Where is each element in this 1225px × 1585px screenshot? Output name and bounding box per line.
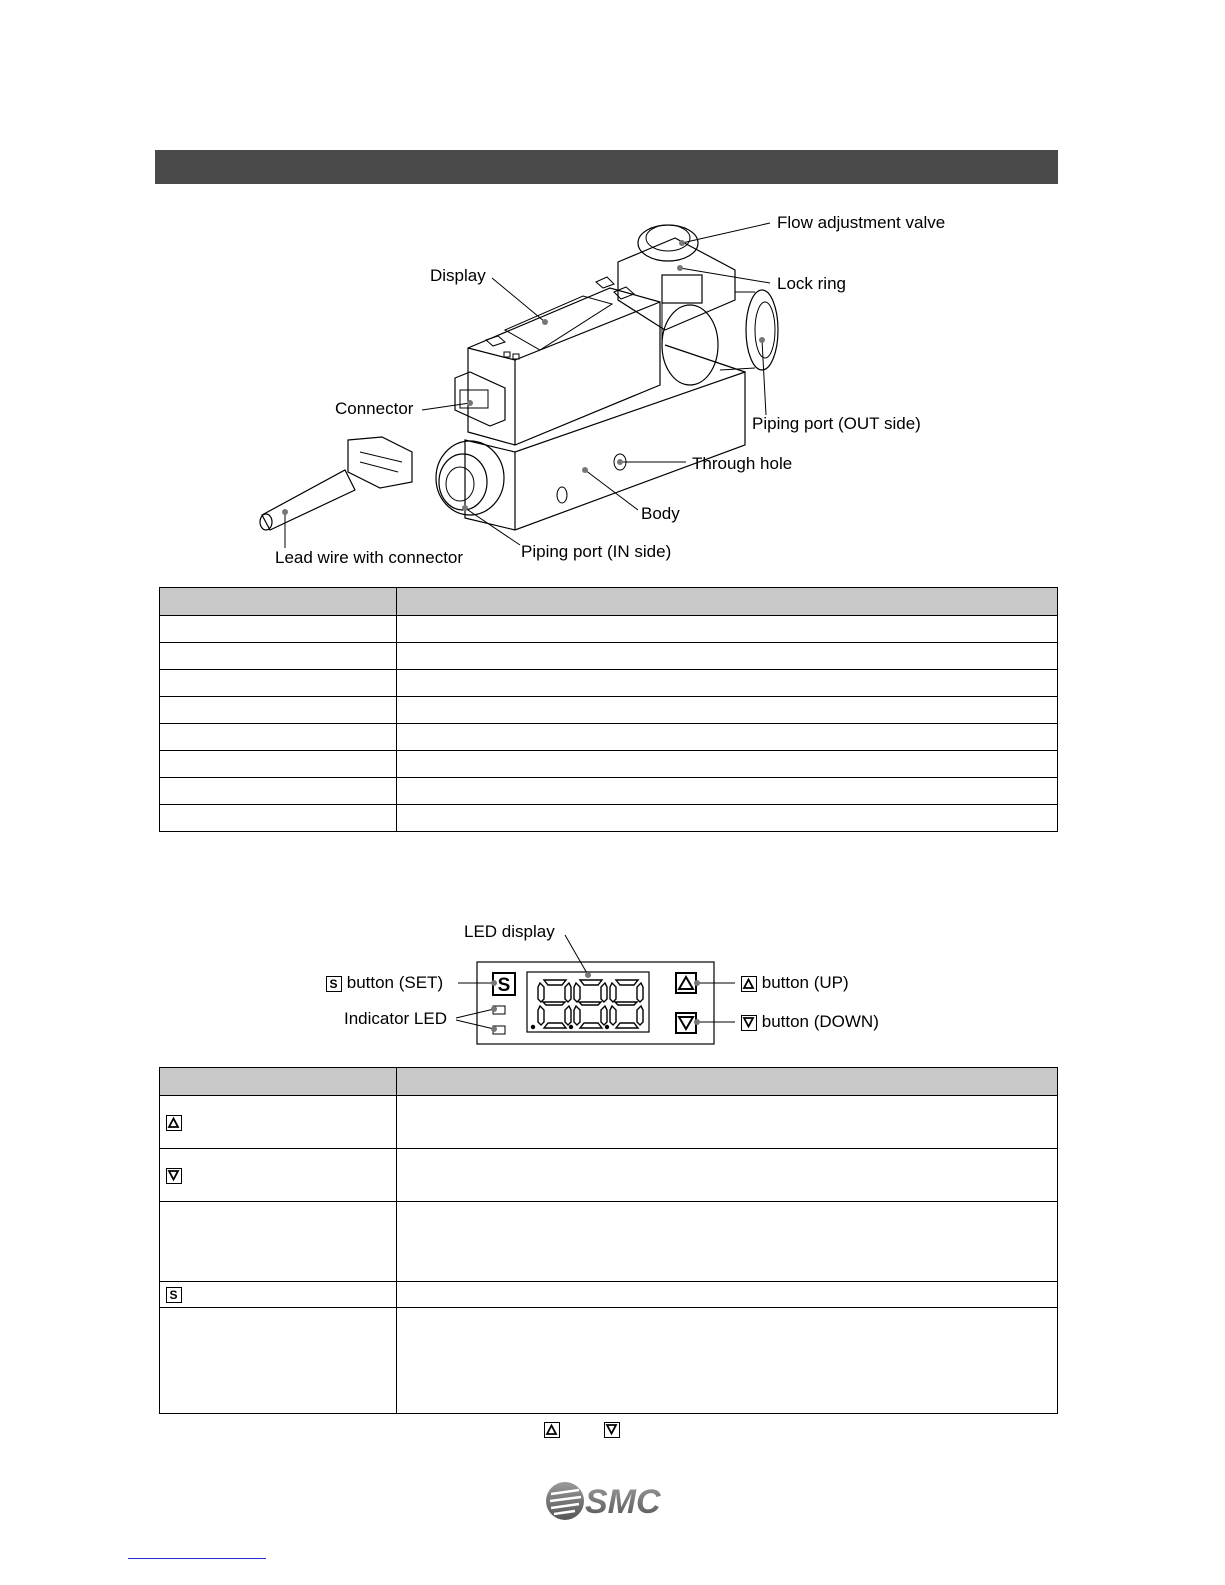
label-up-button: button (UP) [741,973,849,993]
table-header-cell [160,588,397,616]
table-row [160,697,1058,724]
display-leader-lines [440,930,750,1040]
label-indicator-led: Indicator LED [344,1009,447,1028]
s-key-icon [166,1287,182,1303]
button-function-table [159,1067,1058,1414]
s-key-icon [326,976,342,992]
table-header-row [160,1068,1058,1096]
table-row [160,670,1058,697]
parts-table [159,587,1058,832]
label-connector: Connector [335,399,414,418]
svg-text:S: S [329,976,338,990]
label-body: Body [641,504,680,523]
down-triangle-key-icon [166,1168,182,1184]
table-row [160,1096,1058,1149]
table-row [160,805,1058,832]
smc-logo [545,1480,670,1522]
svg-text:SMC: SMC [585,1483,661,1521]
footnote-down-key [604,1421,620,1439]
table-row [160,1282,1058,1308]
label-display: Display [430,266,486,285]
up-triangle-key-icon [741,976,757,992]
down-triangle-key-icon [741,1015,757,1031]
up-triangle-key-icon [544,1422,560,1438]
label-lock-ring: Lock ring [777,274,846,293]
footnote-up-key [544,1421,560,1439]
table-row [160,724,1058,751]
product-illustration [240,205,800,550]
table-row [160,616,1058,643]
table-row [160,1149,1058,1202]
up-triangle-key-icon [166,1115,182,1131]
table-row [160,1308,1058,1414]
table-row [160,1202,1058,1282]
label-led-display: LED display [464,922,555,941]
label-piping-port-out: Piping port (OUT side) [752,414,921,433]
set-key-glyph: S [497,975,511,996]
label-piping-port-in: Piping port (IN side) [521,542,672,561]
footer-link-underline [128,1558,266,1559]
table-header-row [160,588,1058,616]
table-row [160,778,1058,805]
section-header-bar [155,150,1058,184]
down-triangle-key-icon [604,1422,620,1438]
label-through-hole: Through hole [692,454,793,473]
svg-text:S: S [169,1288,178,1302]
table-header-cell [397,588,1058,616]
label-flow-adjustment-valve: Flow adjustment valve [777,213,946,232]
table-row [160,643,1058,670]
table-row [160,751,1058,778]
label-lead-wire: Lead wire with connector [275,548,464,567]
label-down-button: button (DOWN) [741,1012,879,1032]
label-set-button: S button (SET) [326,973,443,993]
